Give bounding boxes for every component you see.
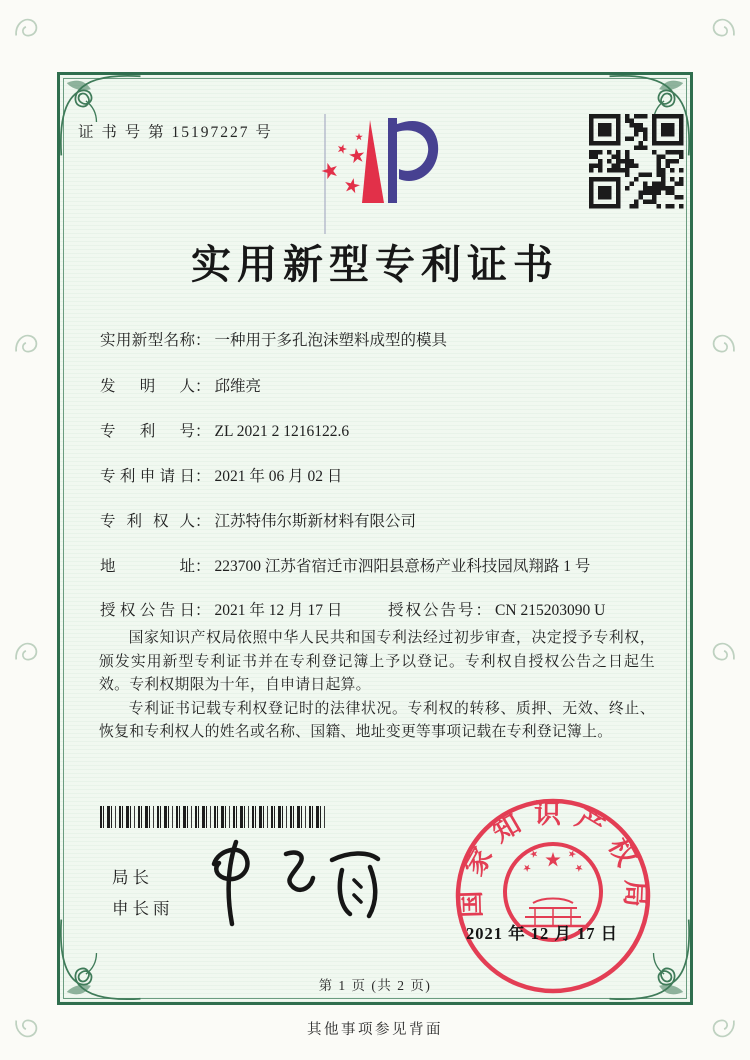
margin-scroll-ornament-icon (14, 16, 40, 42)
field-label: 专利权人 (100, 513, 195, 530)
barcode-icon (100, 806, 328, 828)
legal-paragraph: 国家知识产权局依照中华人民共和国专利法经过初步审查，决定授予专利权，颁发实用新型专利证书并在专利登记簿上予以登记。专利权自授权公告之日起生效。专利权期限为十年，自申请日起算。 (99, 630, 655, 693)
field-row-inventor (100, 374, 261, 396)
field-row-filing-date (100, 464, 342, 486)
margin-scroll-ornament-icon (14, 332, 40, 358)
certificate-number: 证 书 号 第 15197227 号 (78, 124, 273, 141)
signer-block (112, 862, 174, 924)
field-label: 专利申请日 (100, 468, 195, 485)
frame-corner-flourish-icon (56, 71, 144, 159)
field-row-patentee (100, 509, 416, 531)
field-label: 专利号 (100, 423, 195, 440)
signer-title: 局长 (112, 868, 153, 887)
field-value: 一种用于多孔泡沫塑料成型的模具 (214, 332, 448, 349)
field-value: 2021 年 06 月 02 日 (214, 468, 343, 485)
field-row-grant-number (388, 598, 605, 620)
official-seal-icon (449, 792, 657, 1000)
field-colon: ： (195, 423, 211, 440)
field-value: ZL 2021 2 1216122.6 (214, 423, 350, 440)
margin-scroll-ornament-icon (14, 640, 40, 666)
qr-code-icon (589, 114, 684, 209)
footer-note: 其他事项参见背面 (307, 1022, 443, 1038)
legal-text (99, 627, 655, 745)
field-colon: ： (195, 468, 211, 485)
field-value: 江苏特伟尔斯新材料有限公司 (214, 513, 417, 530)
field-row-address (100, 554, 590, 576)
signer-name: 申长雨 (112, 899, 174, 918)
field-colon: ： (195, 332, 211, 349)
cnipa-logo-icon (312, 110, 462, 238)
legal-paragraph: 专利证书记载专利权登记时的法律状况。专利权的转移、质押、无效、终止、恢复和专利权人的姓名或名称、国籍、地址变更等事项记载在专利登记簿上。 (99, 700, 655, 740)
field-colon: ： (195, 602, 211, 619)
field-label: 授权公告号 (388, 602, 476, 619)
field-value: 223700 江苏省宿迁市泗阳县意杨产业科技园凤翔路 1 号 (214, 558, 591, 575)
qr-code (589, 114, 684, 209)
field-value: 2021 年 12 月 17 日 (214, 602, 343, 619)
seal-arc-text: 国家知识产权局 (455, 798, 651, 920)
field-row-name (100, 328, 447, 350)
field-value: 邱维亮 (214, 378, 262, 395)
field-label: 授权公告日 (100, 602, 195, 619)
field-row-grant-date (100, 598, 342, 620)
handwritten-signature-icon (198, 828, 408, 938)
field-colon: ： (195, 513, 211, 530)
margin-scroll-ornament-icon (710, 640, 736, 666)
field-label: 地址 (100, 558, 195, 575)
page-number: 第 1 页 (共 2 页) (318, 978, 432, 993)
certificate-title: 实用新型专利证书 (191, 242, 559, 287)
margin-scroll-ornament-icon (710, 16, 736, 42)
field-row-patent-number (100, 419, 349, 441)
field-label: 实用新型名称 (100, 332, 195, 349)
field-colon: ： (475, 602, 492, 619)
field-colon: ： (195, 558, 211, 575)
field-colon: ： (195, 378, 211, 395)
margin-scroll-ornament-icon (710, 332, 736, 358)
field-value: CN 215203090 U (495, 602, 606, 619)
seal-date: 2021 年 12 月 17 日 (466, 924, 619, 943)
field-label: 发明人 (100, 378, 195, 395)
